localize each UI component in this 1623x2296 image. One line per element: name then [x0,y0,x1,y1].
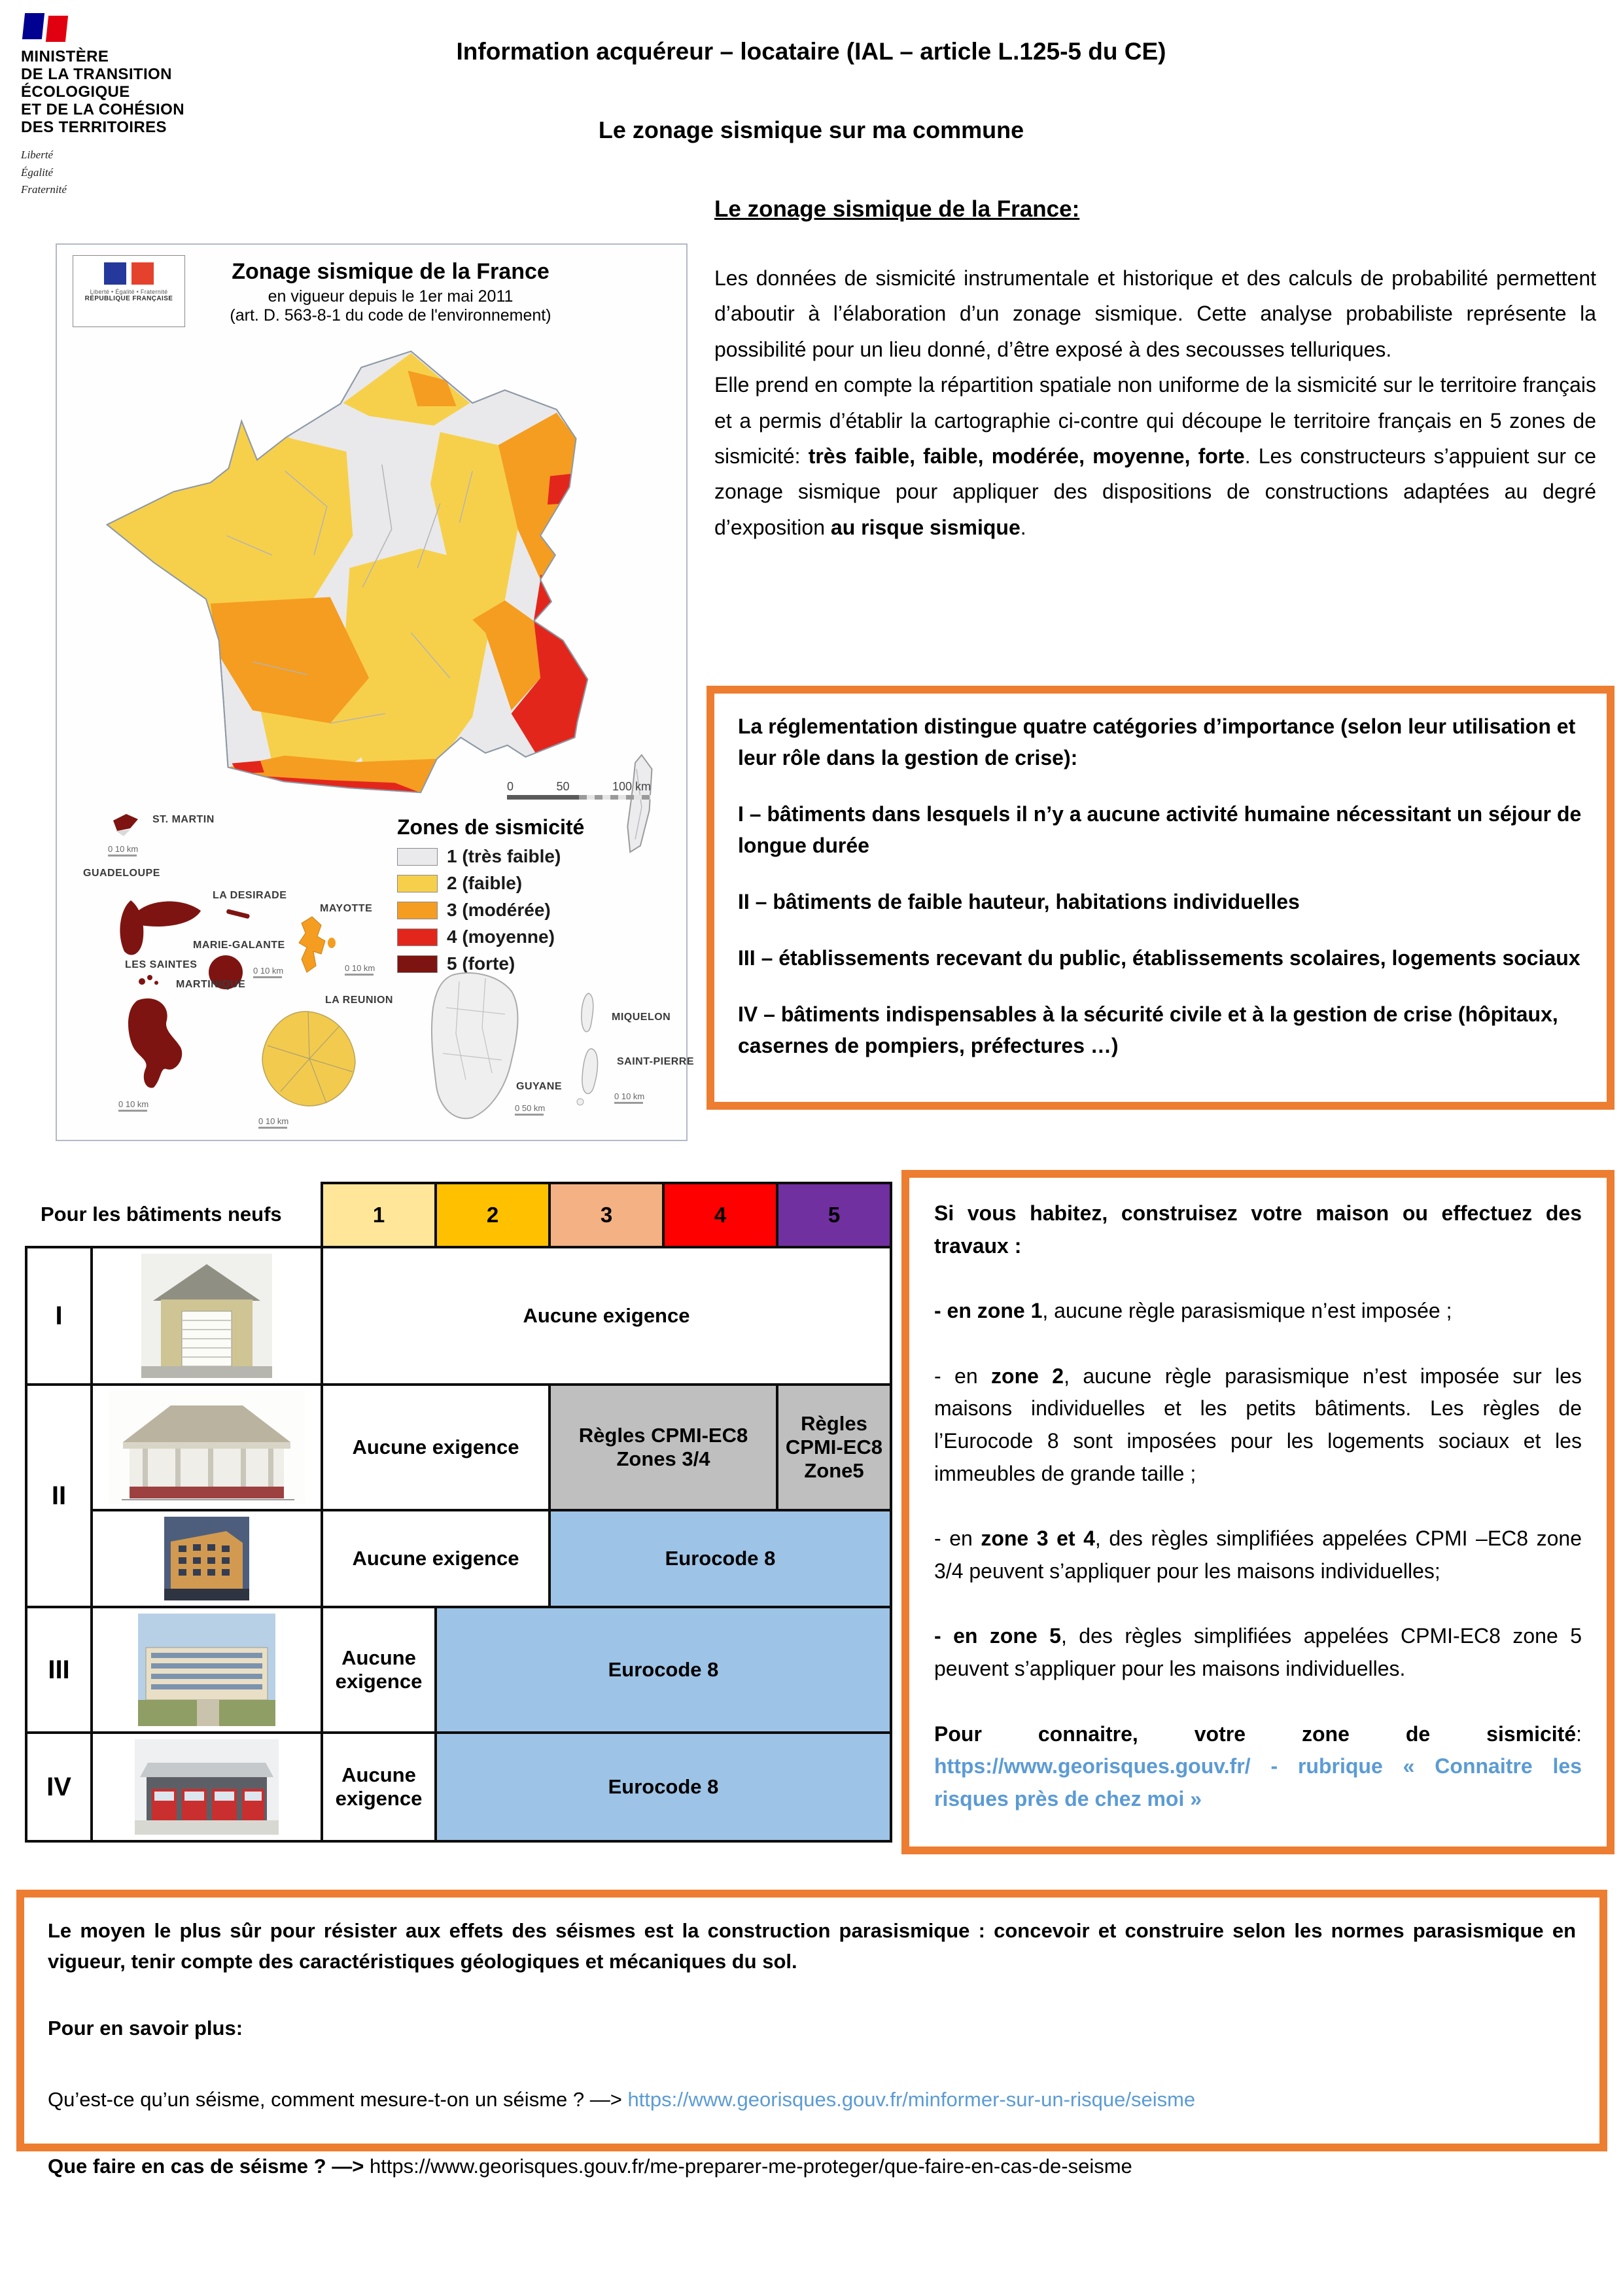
zone-header-2: 2 [436,1183,550,1247]
france-map [58,342,686,801]
legend-item: 2 (faible) [397,873,584,894]
intro-paragraph-1: Les données de sismicité instrumentale et historique et des calculs de probabilité permettent d’aboutir à l’élaboration d’un zonage sismique. Cette analyse probabiliste représente la possibilité pour un lieu donné, d’être exposé à des secousses telluriques. [714,266,1596,361]
corsica-map [608,750,667,858]
fire-station-image [92,1733,322,1841]
scale-fifty: 50 [556,780,570,793]
legend-item: 3 (modérée) [397,900,584,921]
large-building-image [92,1607,322,1733]
importance-categories-box [707,686,1614,1110]
mini-scale: 0 50 km [515,1103,545,1116]
requirement-cell: Règles CPMI-EC8 Zones 3/4 [550,1385,777,1510]
ministry-name-line: ET DE LA COHÉSION [21,100,184,118]
intro-paragraph-2: Elle prend en compte la répartition spatiale non uniforme de la sismicité sur le territoire français et a permis d’établir la cartographie ci-contre qui découpe le territoire français en 5 zones de sismicité: très faible, faible, modérée, moyenne, forte. Les constructeurs s’appuient sur ce zonage sismique pour appliquer des dispositions de constructions adaptées au degré d’exposition au risque sismique. [714,373,1597,539]
territory-label-la-reunion: LA REUNION [325,995,393,1006]
mini-scale: 0 10 km [118,1099,148,1112]
table-header-row [26,1183,891,1247]
small-apartment-image [92,1510,322,1607]
rf-republic-label: RÉPUBLIQUE FRANÇAISE [84,295,173,302]
zone-header-4: 4 [663,1183,777,1247]
ministry-name-line: DES TERRITOIRES [21,118,167,136]
ministry-name-line: MINISTÈRE [21,48,109,65]
scale-zero: 0 [507,780,514,793]
mini-scale: 0 10 km [258,1116,288,1129]
seismic-rules-table [25,1182,892,1843]
map-legend [397,815,584,980]
republique-francaise-logo [73,255,185,327]
territory-label-les-saintes: LES SAINTES [125,959,198,970]
map-subtitle-2: (art. D. 563-8-1 du code de l'environnement) [230,306,551,325]
zone-rules-box [901,1170,1614,1854]
territory-label-mayotte: MAYOTTE [320,903,373,914]
ministry-name-line: ÉCOLOGIQUE [21,82,130,101]
legend-swatch-zone1 [397,848,438,866]
zone34-rule: - en zone 3 et 4, des règles simplifiées appelées CPMI –EC8 zone 3/4 peuvent s’appliquer pour les maisons individuelles; [934,1527,1582,1583]
mini-scale: 0 10 km [253,966,283,978]
territory-label-la-desirade: LA DESIRADE [213,890,287,901]
what-to-do-line: Que faire en cas de séisme ? —> https://www.georisques.gouv.fr/me-preparer-me-proteger/que-faire-en-cas-de-seisme [48,2155,1132,2178]
legend-item: 5 (forte) [397,953,584,974]
ministry-name-line: DE LA TRANSITION [21,65,172,83]
requirement-cell: Eurocode 8 [436,1733,891,1841]
martinique-map [114,991,201,1094]
more-info-box [16,1890,1607,2178]
table-row-cat3 [26,1607,891,1733]
zone5-rule: - en zone 5, des règles simplifiées appelées CPMI-EC8 zone 5 peuvent s’appliquer pour les maisons individuelles. [934,1624,1582,1680]
mini-scale: 0 10 km [614,1091,644,1104]
requirement-cell: Règles CPMI-EC8 Zone5 [777,1385,891,1510]
requirement-cell: Aucune exigence [322,1733,436,1841]
row-number: II [26,1385,92,1607]
legend-swatch-zone3 [397,902,438,919]
zone1-rule: - en zone 1, aucune règle parasismique n’est imposée ; [934,1299,1452,1323]
what-is-earthquake-line: Qu’est-ce qu’un séisme, comment mesure-t-on un séisme ? —> https://www.georisques.gouv.fr/minformer-sur-un-risque/seisme [48,2087,1196,2111]
page-title: Information acquéreur – locataire (IAL – article L.125-5 du CE) [456,38,1166,65]
territory-label-martinique: MARTINIQUE [176,979,246,990]
mayotte-map [287,913,338,978]
legend-swatch-zone4 [397,928,438,946]
requirement-cell: Aucune exigence [322,1385,550,1510]
zone-rules-title: Si vous habitez, construisez votre maison ou effectuez des travaux : [934,1201,1582,1258]
territory-label-marie-galante: MARIE-GALANTE [193,940,285,951]
seisme-info-link[interactable]: https://www.georisques.gouv.fr/minformer-sur-un-risque/seisme [627,2087,1196,2111]
zone-header-3: 3 [550,1183,663,1247]
requirement-cell: Aucune exigence [322,1510,550,1607]
intro-text-column [714,196,1596,545]
map-title: Zonage sismique de la France [232,259,550,284]
map-subtitle-1: en vigueur depuis le 1er mai 2011 [268,287,514,306]
importance-cat-1: I – bâtiments dans lesquels il n’y a aucune activité humaine nécessitant un séjour de longue durée [738,802,1582,857]
mini-scale: 0 10 km [345,963,375,976]
zone-header-1: 1 [322,1183,436,1247]
territory-label-guadeloupe: GUADELOUPE [83,868,160,879]
la-reunion-map [254,1006,364,1112]
importance-cat-4: IV – bâtiments indispensables à la sécurité civile et à la gestion de crise (hôpitaux, casernes de pompiers, préfectures …) [738,1002,1558,1057]
georisques-link[interactable]: https://www.georisques.gouv.fr/ - rubrique « Connaitre les risques près de chez moi » [934,1754,1582,1810]
table-row-cat2b [26,1510,891,1607]
importance-cat-3: III – établissements recevant du public, établissements scolaires, logements sociaux [738,946,1580,970]
map-scale-bar [507,780,651,800]
requirement-cell: Eurocode 8 [436,1607,891,1733]
table-row-cat4 [26,1733,891,1841]
territory-label-miquelon: MIQUELON [612,1012,671,1023]
legend-title: Zones de sismicité [397,815,585,839]
parasismic-construction-text: Le moyen le plus sûr pour résister aux effets des séismes est la construction parasismique : concevoir et construire selon les normes parasismique en vigueur, tenir compte des caractéristiques géologiques et mécaniques du sol. [48,1919,1576,1973]
st-martin-map [104,809,146,839]
individual-house-image [92,1385,322,1510]
legend-item: 1 (très faible) [397,846,584,867]
table-row-cat1 [26,1247,891,1385]
importance-cat-2: II – bâtiments de faible hauteur, habitations individuelles [738,890,1300,913]
saint-pierre-miquelon-map [572,987,609,1112]
guyane-map [413,968,530,1127]
importance-intro: La réglementation distingue quatre catégories d’importance (selon leur utilisation et leur rôle dans la gestion de crise): [738,715,1576,769]
mini-scale: 0 10 km [108,844,138,857]
garage-image [92,1247,322,1385]
ministry-motto: Liberté Égalité Fraternité [21,149,67,196]
table-row-cat2a [26,1385,891,1510]
que-faire-link[interactable]: https://www.georisques.gouv.fr/me-preparer-me-proteger/que-faire-en-cas-de-seisme [369,2155,1132,2178]
know-your-zone: Pour connaitre, votre zone de sismicité: https://www.georisques.gouv.fr/ - rubrique « Connaitre les risques près de chez moi » [934,1722,1582,1810]
zone2-rule: - en zone 2, aucune règle parasismique n’est imposée sur les maisons individuelles et les petits bâtiments. Les règles de l’Eurocode 8 sont imposées pour les logements sociaux et les immeubles de grande taille ; [934,1364,1582,1485]
zone-header-5: 5 [777,1183,891,1247]
page-subtitle: Le zonage sismique sur ma commune [598,116,1024,143]
la-desirade-map [224,907,253,920]
requirement-cell: Eurocode 8 [550,1510,891,1607]
map-title-block [181,259,600,325]
row-number: IV [26,1733,92,1841]
territory-label-st-martin: ST. MARTIN [152,814,215,825]
requirement-cell: Aucune exigence [322,1607,436,1733]
rf-motto: Liberté • Égalité • Fraternité [90,289,168,295]
row-number: I [26,1247,92,1385]
legend-item: 4 (moyenne) [397,927,584,947]
row-number: III [26,1607,92,1733]
seismic-map-panel [56,243,695,1141]
requirement-cell: Aucune exigence [322,1247,891,1385]
scale-hundred: 100 km [612,780,651,793]
les-saintes-map [137,972,163,988]
table-caption: Pour les bâtiments neufs [41,1203,282,1226]
section-heading: Le zonage sismique de la France: [714,196,1080,222]
more-info-label: Pour en savoir plus: [48,2017,243,2040]
territory-label-saint-pierre: SAINT-PIERRE [617,1056,695,1067]
rf-flag-icon [73,262,184,285]
territory-label-guyane: GUYANE [516,1081,562,1092]
legend-swatch-zone2 [397,875,438,892]
